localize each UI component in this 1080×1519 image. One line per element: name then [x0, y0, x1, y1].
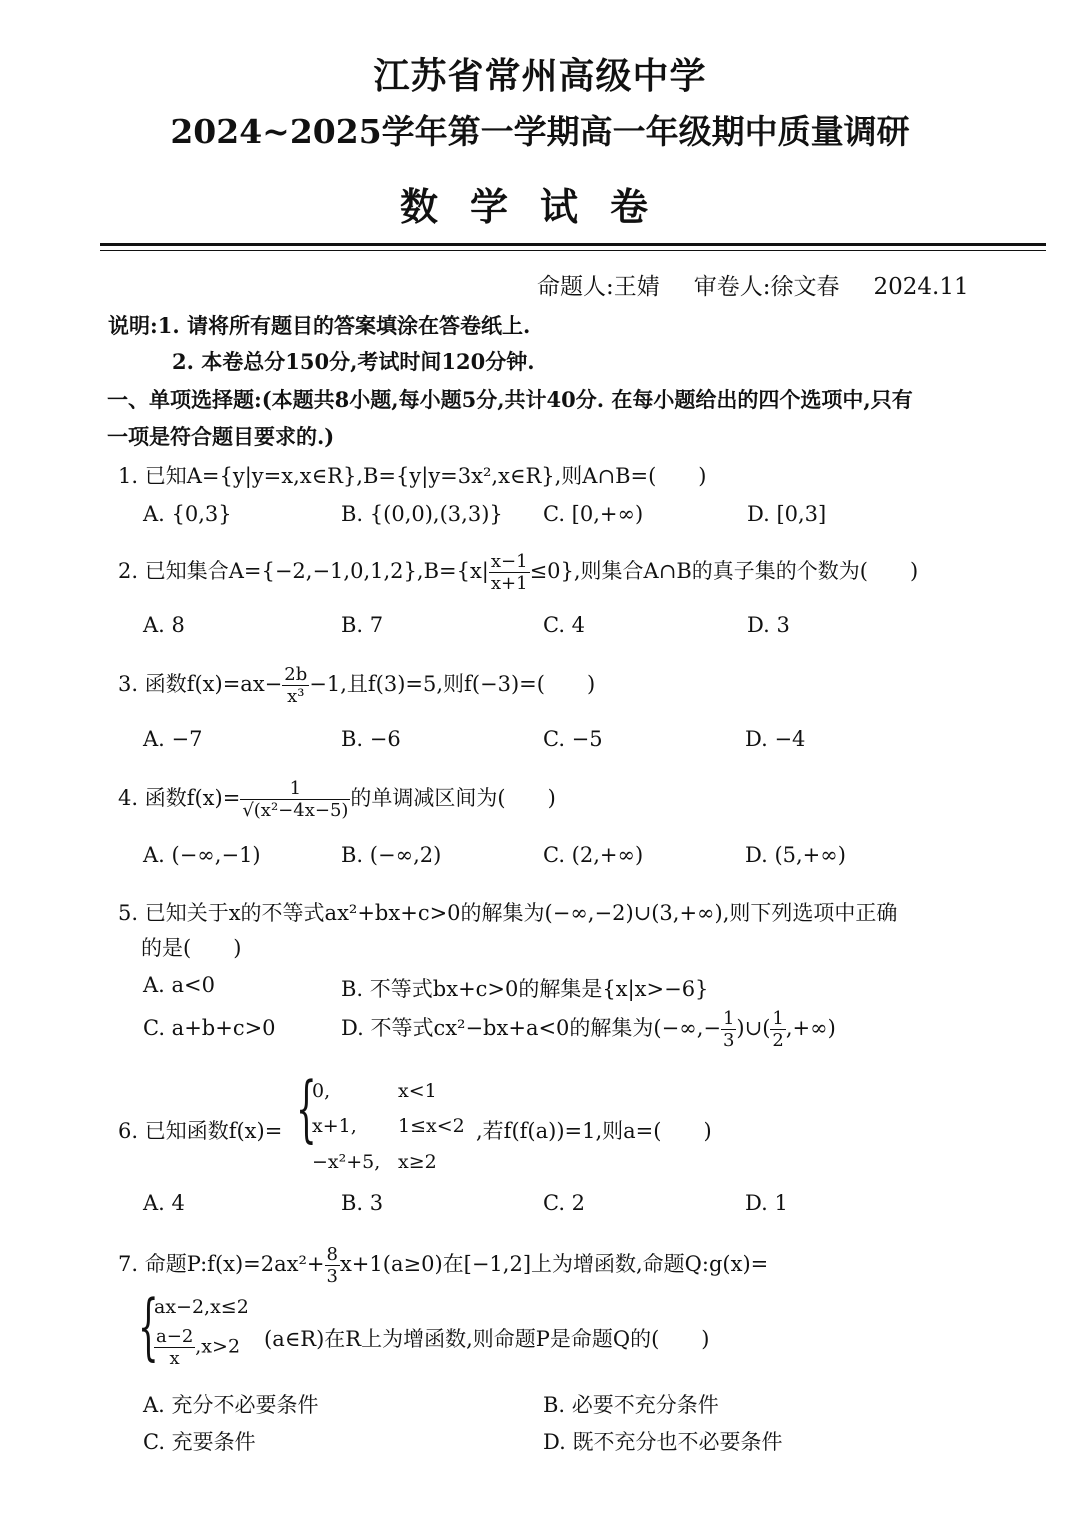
setter: 命题人:王婧 — [537, 274, 660, 300]
question-4-stem — [118, 778, 556, 821]
frac-den: 2 — [772, 1030, 784, 1051]
question-7-option-a: A. 充分不必要条件 — [143, 1393, 319, 1417]
question-6-piece-2: x+1, — [312, 1115, 357, 1137]
question-6-option-c: C. 2 — [543, 1191, 586, 1215]
question-4-frac-den: √(x²−4x−5) — [242, 800, 349, 821]
question-3-fraction — [282, 664, 309, 707]
question-2-frac-den: x+1 — [490, 573, 528, 594]
question-7-piece-2-frac — [154, 1326, 195, 1369]
question-7-fraction — [325, 1244, 340, 1287]
question-7-brace: { — [138, 1284, 159, 1368]
question-2-option-a: A. 8 — [143, 613, 185, 637]
question-7-stem-b: x+1(a≥0)在[−1,2]上为增函数,命题Q:g(x)= — [339, 1252, 769, 1276]
frac-num: a−2 — [156, 1326, 194, 1347]
question-1-option-b: B. {(0,0),(3,3)} — [341, 502, 503, 526]
question-6-brace: { — [296, 1066, 317, 1150]
byline — [537, 268, 969, 301]
question-5-stem-line-2: 的是( ) — [141, 936, 242, 960]
question-2-stem-a: 2. 已知集合A={−2,−1,0,1,2},B={x| — [118, 559, 489, 583]
question-6-piece-1: 0, — [312, 1080, 331, 1102]
question-7-stem-line-1 — [118, 1244, 768, 1287]
question-5-option-d-c: ,+∞) — [785, 1016, 836, 1040]
question-3-option-b: B. −6 — [341, 727, 401, 751]
frac-num: 8 — [326, 1244, 338, 1265]
question-5-option-d — [341, 1008, 836, 1051]
question-1-option-d: D. [0,3] — [747, 502, 827, 526]
question-3-frac-den: x³ — [287, 686, 305, 707]
question-5-option-d-b: )∪( — [736, 1016, 771, 1040]
question-2-option-d: D. 3 — [747, 613, 790, 637]
section-heading-2: 一项是符合题目要求的.) — [107, 424, 335, 449]
exam-term: 2024~2025学年第一学期高一年级期中质量调研 — [170, 112, 910, 151]
question-5-option-d-frac-1 — [721, 1008, 736, 1051]
header-rule-thick — [100, 243, 1046, 246]
question-2-stem-b: ≤0},则集合A∩B的真子集的个数为( ) — [529, 559, 919, 583]
question-1-stem: 1. 已知A={y|y=x,x∈R},B={y|y=3x²,x∈R},则A∩B=( ) — [118, 464, 707, 488]
question-5-option-a: A. a<0 — [143, 973, 215, 997]
question-1-option-c: C. [0,+∞) — [543, 502, 644, 526]
question-4-option-c: C. (2,+∞) — [543, 843, 644, 867]
exam-subject: 数学试卷 — [399, 184, 680, 229]
question-2-frac-num: x−1 — [490, 551, 528, 572]
question-5-option-b: B. 不等式bx+c>0的解集是{x|x>−6} — [341, 977, 709, 1001]
question-2-fraction — [489, 551, 530, 594]
question-1-option-a: A. {0,3} — [143, 502, 232, 526]
question-7-piece-2-cond: ,x>2 — [195, 1335, 241, 1358]
question-5-option-d-frac-2 — [770, 1008, 785, 1051]
note-line-2: 2. 本卷总分150分,考试时间120分钟. — [172, 349, 535, 374]
frac-den: 3 — [722, 1030, 735, 1051]
question-7-option-c: C. 充要条件 — [143, 1430, 256, 1454]
question-7-stem-a: 7. 命题P:f(x)=2ax²+ — [118, 1252, 325, 1276]
exam-date: 2024.11 — [873, 274, 969, 300]
question-5-stem-line-1: 5. 已知关于x的不等式ax²+bx+c>0的解集为(−∞,−2)∪(3,+∞),则下列选项中正确 — [118, 901, 898, 925]
question-6-piece-3: −x²+5, — [312, 1151, 381, 1173]
question-7-piece-2 — [154, 1326, 240, 1369]
question-4-stem-b: 的单调减区间为( ) — [350, 786, 556, 810]
question-6-option-a: A. 4 — [143, 1191, 185, 1215]
question-4-stem-a: 4. 函数f(x)= — [118, 786, 241, 810]
question-7-stem-c: (a∈R)在R上为增函数,则命题P是命题Q的( ) — [264, 1327, 710, 1351]
question-4-frac-num: 1 — [240, 778, 350, 800]
question-3-stem — [118, 664, 595, 707]
header-rule-thin — [100, 250, 1046, 251]
question-6-cond-2: 1≤x<2 — [398, 1115, 465, 1137]
question-7-piece-1: ax−2,x≤2 — [154, 1296, 249, 1318]
question-4-option-d: D. (5,+∞) — [745, 843, 846, 867]
question-7-option-b: B. 必要不充分条件 — [543, 1393, 719, 1417]
question-3-option-d: D. −4 — [745, 727, 806, 751]
question-3-frac-num: 2b — [284, 664, 308, 685]
question-4-fraction — [240, 778, 350, 821]
reviewer: 审卷人:徐文春 — [693, 274, 840, 300]
question-6-stem-b: ,若f(f(a))=1,则a=( ) — [476, 1119, 712, 1143]
frac-den: 3 — [326, 1266, 338, 1287]
frac-num: 1 — [722, 1008, 735, 1029]
note-line-1: 说明:1. 请将所有题目的答案填涂在答卷纸上. — [108, 313, 531, 338]
question-6-cond-1: x<1 — [398, 1080, 437, 1102]
question-2-option-b: B. 7 — [341, 613, 384, 637]
question-6-option-b: B. 3 — [341, 1191, 384, 1215]
question-7-option-d: D. 既不充分也不必要条件 — [543, 1430, 783, 1454]
school-name: 江苏省常州高级中学 — [373, 55, 707, 97]
question-3-option-a: A. −7 — [143, 727, 203, 751]
question-2-option-c: C. 4 — [543, 613, 586, 637]
question-6-stem-a: 6. 已知函数f(x)= — [118, 1119, 283, 1143]
question-3-option-c: C. −5 — [543, 727, 603, 751]
question-6-option-d: D. 1 — [745, 1191, 788, 1215]
question-4-option-a: A. (−∞,−1) — [143, 843, 261, 867]
question-2-stem — [118, 551, 918, 594]
question-5-option-d-a: D. 不等式cx²−bx+a<0的解集为(−∞,− — [341, 1016, 721, 1040]
frac-num: 1 — [772, 1008, 784, 1029]
frac-den: x — [169, 1348, 180, 1369]
question-6-cond-3: x≥2 — [398, 1151, 437, 1173]
question-3-stem-b: −1,且f(3)=5,则f(−3)=( ) — [309, 672, 596, 696]
section-heading-1: 一、单项选择题:(本题共8小题,每小题5分,共计40分. 在每小题给出的四个选项中,只有 — [107, 387, 913, 412]
question-4-option-b: B. (−∞,2) — [341, 843, 442, 867]
question-3-stem-a: 3. 函数f(x)=ax− — [118, 672, 283, 696]
question-5-option-c: C. a+b+c>0 — [143, 1016, 276, 1040]
